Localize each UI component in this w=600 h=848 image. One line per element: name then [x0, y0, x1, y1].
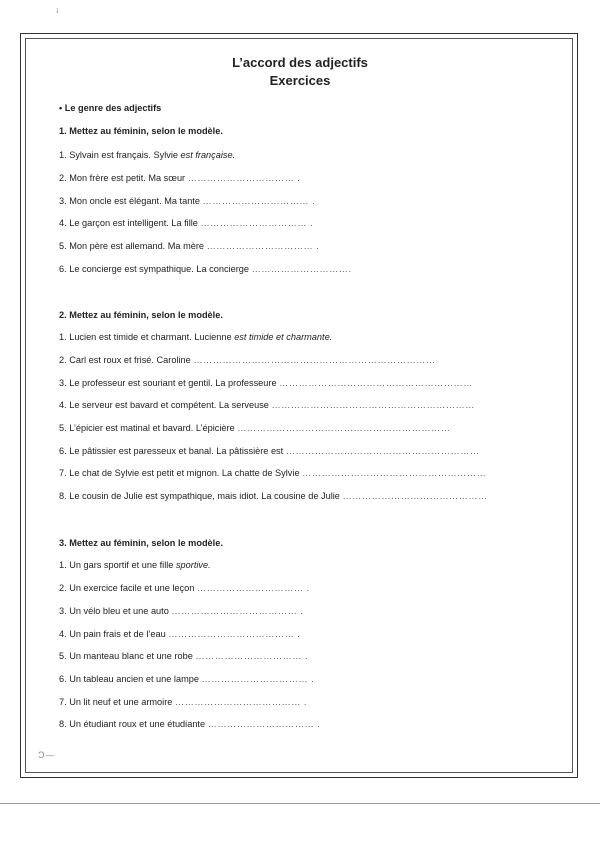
- example-sentence: 1. Un gars sportif et une fille: [59, 560, 176, 570]
- exercise3-item: [59, 606, 303, 616]
- exercise1-example: [59, 150, 235, 160]
- page-title: L’accord des adjectifs: [232, 55, 368, 70]
- exercise2-item: [59, 468, 486, 478]
- item-sentence: 3. Mon oncle est élégant. Ma tante: [59, 196, 200, 206]
- item-sentence: 2. Un exercice facile et une leçon: [59, 583, 195, 593]
- answer-blank: …………………………………………………………: [237, 423, 451, 433]
- answer-blank: …………………………… .: [201, 674, 315, 684]
- exercise2-item: [59, 423, 450, 433]
- answer-blank: …………………………… .: [195, 651, 309, 661]
- exercise2-item: [59, 491, 488, 501]
- page-bottom-rule: [0, 803, 600, 804]
- answer-blank: …………………………… .: [187, 173, 301, 183]
- example-answer: est française.: [180, 150, 236, 160]
- answer-blank: ………………………………… .: [174, 697, 307, 707]
- item-sentence: 5. Un manteau blanc et une robe: [59, 651, 193, 661]
- answer-blank: …………………………… .: [196, 583, 310, 593]
- section1-heading: • Le genre des adjectifs: [59, 103, 162, 113]
- answer-blank: ………………………….: [251, 264, 352, 274]
- answer-blank: ……………………………………………………: [285, 446, 480, 456]
- exercise2-example: [59, 332, 332, 342]
- item-sentence: 6. Le concierge est sympathique. La concierge: [59, 264, 249, 274]
- exercise3-item: [59, 629, 300, 639]
- item-sentence: 8. Le cousin de Julie est sympathique, mais idiot. La cousine de Julie: [59, 491, 340, 501]
- item-sentence: 6. Le pâtissier est paresseux et banal. La pâtissière est: [59, 446, 284, 456]
- item-sentence: 4. Un pain frais et de l’eau: [59, 629, 166, 639]
- exercise2-item: [59, 446, 480, 456]
- item-sentence: 7. Le chat de Sylvie est petit et mignon. La chatte de Sylvie: [59, 468, 300, 478]
- answer-blank: ……………………………………………………: [279, 378, 473, 388]
- item-sentence: 2. Carl est roux et frisé. Caroline: [59, 355, 191, 365]
- page-subtitle: Exercices: [269, 73, 331, 88]
- exercise1-item: [59, 218, 313, 228]
- answer-blank: ………………………………………………………: [271, 400, 475, 410]
- exercise2-instruction: 2. Mettez au féminin, selon le modèle.: [59, 310, 223, 320]
- example-answer: est timide et charmante.: [234, 332, 333, 342]
- item-sentence: 3. Un vélo bleu et une auto: [59, 606, 169, 616]
- example-sentence: 1. Sylvain est français. Sylvie: [59, 150, 181, 160]
- item-sentence: 4. Le serveur est bavard et compétent. La serveuse: [59, 400, 269, 410]
- answer-blank: …………………………………………………: [302, 468, 487, 478]
- item-sentence: 6. Un tableau ancien et une lampe: [59, 674, 199, 684]
- exercise3-example: [59, 560, 211, 570]
- example-sentence: 1. Lucien est timide et charmant. Lucienne: [59, 332, 235, 342]
- exercise1-item: [59, 264, 352, 274]
- exercise1-item: [59, 196, 315, 206]
- item-sentence: 2. Mon frère est petit. Ma sœur: [59, 173, 186, 183]
- answer-blank: …………………………… .: [206, 241, 320, 251]
- answer-blank: …………………………… .: [202, 196, 316, 206]
- exercise3-instruction: 3. Mettez au féminin, selon le modèle.: [59, 538, 223, 548]
- item-sentence: 4. Le garçon est intelligent. La fille: [59, 218, 198, 228]
- answer-blank: ………………………………… .: [168, 629, 301, 639]
- exercise3-item: [59, 583, 310, 593]
- item-sentence: 5. Mon père est allemand. Ma mère: [59, 241, 205, 251]
- answer-blank: …………………………………………………………………: [193, 355, 436, 365]
- answer-blank: ………………………………… .: [171, 606, 304, 616]
- answer-blank: ………………………………………: [342, 491, 488, 501]
- item-sentence: 7. Un lit neuf et une armoire: [59, 697, 173, 707]
- item-sentence: 8. Un étudiant roux et une étudiante: [59, 719, 206, 729]
- exercise3-item: [59, 719, 320, 729]
- exercise3-item: [59, 674, 314, 684]
- answer-blank: …………………………… .: [200, 218, 314, 228]
- exercise1-item: [59, 173, 300, 183]
- answer-blank: …………………………… .: [207, 719, 321, 729]
- exercise2-item: [59, 355, 436, 365]
- example-answer: sportive.: [175, 560, 211, 570]
- scan-mark-bottom: Ɔ—: [38, 750, 56, 760]
- exercise3-item: [59, 697, 307, 707]
- item-sentence: 5. L’épicier est matinal et bavard. L’épicière: [59, 423, 235, 433]
- exercise3-item: [59, 651, 308, 661]
- scan-mark-top: ¡: [56, 7, 59, 14]
- exercise1-item: [59, 241, 319, 251]
- exercise2-item: [59, 378, 473, 388]
- item-sentence: 3. Le professeur est souriant et gentil. La professeure: [59, 378, 277, 388]
- exercise2-item: [59, 400, 475, 410]
- exercise1-instruction: 1. Mettez au féminin, selon le modèle.: [59, 126, 223, 136]
